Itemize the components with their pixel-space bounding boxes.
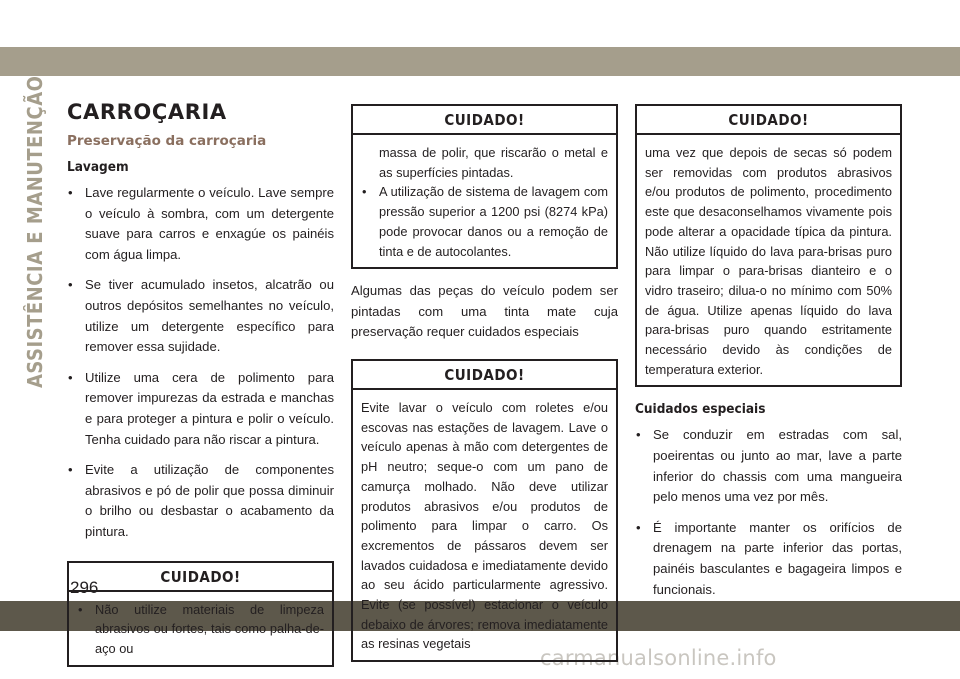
caution-body: Evite lavar o veículo com roletes e/ou escovas nas estações de lavagem. Lave o veículo apenas à mão com detergentes de pH neutro; seque-o com um pano de camurça molhado. Não deve utilizar produtos abrasivos e/ou produtos de polimento para limpar o carro. Os excrementos de pássaros devem ser lavados cuidadosa e imediatamente devido ao seu ácido particularmente agressivo. Evite (se possível) estacionar o veículo debaixo de árvores; remova imediatamente as resinas vegetais — [361, 400, 608, 652]
caution-box-2-continued — [635, 104, 902, 387]
column-3 — [635, 104, 902, 610]
caution-continuation: massa de polir, que riscarão o metal e as superfícies pintadas. — [379, 145, 608, 180]
lavagem-heading: Lavagem — [67, 159, 129, 175]
section-title: CARROÇARIA — [67, 100, 227, 124]
cuidados-heading: Cuidados especiais — [635, 401, 766, 418]
caution-body: uma vez que depois de secas só podem ser removidas com produtos abrasivos e/ou produtos de polimento, procedimento este que desaconselhamos vivamente pois pode alterar a opacidade típica da pintura. Não utilize líquido do lava para-brisas puro para limpar o para-brisas dianteiro e o vidro traseiro; dilua-o no mínimo com 50% de água. Utilize apenas líquido do lava para-brisas puro quando estritamente necessário devido às condições de temperatura exterior. — [645, 145, 892, 377]
list-item: • Utilize uma cera de polimento para remover impurezas da estrada e manchas e para proteger a pintura e polir o veículo. Tenha cuidado para não riscar a pintura. — [68, 369, 334, 447]
page-number: 296 — [70, 578, 99, 597]
list-item: • A utilização de sistema de lavagem com pressão superior a 1200 psi (8274 kPa) pode provocar danos ou a remoção de tinta e de autocolantes. — [362, 184, 608, 259]
list-item: • É importante manter os orifícios de drenagem na parte inferior das portas, painéis basculantes e bagageira limpos e funcionais. — [636, 519, 902, 597]
list-item: • Se conduzir em estradas com sal, poeirentas ou junto ao mar, lave a parte inferior do chassis com uma mangueira pelo menos uma vez por mês. — [636, 427, 902, 505]
column-2 — [351, 104, 618, 674]
caution-title: CUIDADO! — [637, 106, 900, 135]
list-item: • Se tiver acumulado insetos, alcatrão ou outros depósitos semelhantes no veículo, utilize um detergente específico para remover essa sujidade. — [68, 277, 334, 355]
matte-paint-paragraph: Algumas das peças do veículo podem ser pintadas com uma tinta mate cuja preservação requer cuidados especiais — [351, 283, 618, 340]
bullet-icon: • — [68, 369, 73, 385]
caution-box-2 — [351, 359, 618, 662]
column-1 — [67, 100, 334, 679]
bullet-icon: • — [78, 601, 83, 617]
bullet-icon: • — [68, 277, 73, 293]
list-item: • Lave regularmente o veículo. Lave sempre o veículo à sombra, com um detergente suave para carros e enxagúe os painéis com água limpa. — [68, 185, 334, 262]
bullet-icon: • — [636, 427, 641, 443]
list-item: • Não utilize materiais de limpeza abrasivos ou fortes, tais como palha-de-aço ou — [78, 601, 324, 656]
side-chapter-title: ASSISTÊNCIA E MANUTENÇÃO — [23, 75, 47, 388]
caution-title: CUIDADO! — [353, 361, 616, 390]
header-band — [0, 47, 960, 76]
bullet-icon: • — [68, 185, 73, 200]
caution-title: CUIDADO! — [353, 106, 616, 135]
caution-box-1 — [67, 561, 334, 667]
bullet-icon: • — [362, 184, 367, 200]
bullet-icon: • — [68, 462, 73, 478]
caution-title: CUIDADO! — [69, 563, 332, 592]
list-item: • Evite a utilização de componentes abrasivos e pó de polir que possa diminuir o brilho ou desbastar o acabamento da pintura. — [68, 462, 334, 539]
caution-box-1-continued — [351, 104, 618, 269]
bullet-icon: • — [636, 519, 641, 535]
subsection-title: Preservação da carroçaria — [67, 133, 267, 149]
watermark: carmanualsonline.info — [540, 646, 777, 670]
